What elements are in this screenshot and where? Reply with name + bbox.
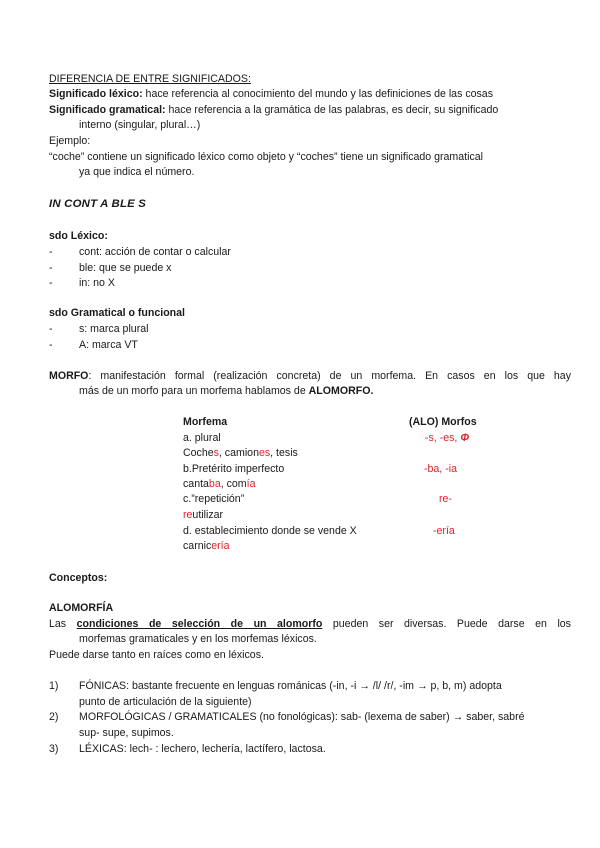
definition-gramatical-label: Significado gramatical: bbox=[49, 104, 166, 116]
section-heading-diferencia: DIFERENCIA DE ENTRE SIGNIFICADOS: bbox=[49, 73, 251, 85]
ejemplo-text: “coche” contiene un significado léxico como objeto y “coches” tiene un significado gramatical bbox=[49, 151, 483, 163]
lexico-item: ble: que se puede x bbox=[79, 262, 172, 274]
lexico-item: in: no X bbox=[79, 277, 115, 289]
list-dash: - bbox=[49, 246, 53, 258]
definition-lexico-text: hace referencia al conocimiento del mundo y las definiciones de las cosas bbox=[142, 88, 493, 100]
alomorfia-paragraph-continuation: morfemas gramaticales y en los morfemas léxicos. bbox=[79, 633, 317, 645]
morfema-label: d. establecimiento donde se vende X bbox=[183, 525, 357, 537]
alomorfia-paragraph-2: Puede darse tanto en raíces como en léxicos. bbox=[49, 649, 264, 661]
ejemplo-text-continuation: ya que indica el número. bbox=[79, 166, 195, 178]
list-dash: - bbox=[49, 339, 53, 351]
gramatical-item: A: marca VT bbox=[79, 339, 138, 351]
morfema-example: cantaba, comía bbox=[183, 478, 256, 490]
morfema-label: b.Pretérito imperfecto bbox=[183, 463, 285, 475]
list-number: 2) bbox=[49, 711, 59, 723]
morfema-example: reutilizar bbox=[183, 509, 224, 521]
list-number: 1) bbox=[49, 680, 59, 692]
list-item-continuation: punto de articulación de la siguiente) bbox=[79, 696, 252, 708]
ejemplo-label: Ejemplo: bbox=[49, 135, 91, 147]
alomorfo-term: ALOMORFO. bbox=[308, 385, 374, 397]
morfema-example: carnicería bbox=[183, 540, 230, 552]
morfo-text: : manifestación formal (realización concreta) de un morfema. En casos en los que hay bbox=[88, 370, 571, 382]
morfo-definition-continuation bbox=[79, 384, 373, 399]
list-item-text: FÓNICAS: bastante frecuente en lenguas románicas (-in, -i → /l/ /r/, -im → p, b, m) adopta bbox=[79, 680, 502, 692]
definition-lexico bbox=[49, 87, 493, 102]
lexico-item: cont: acción de contar o calcular bbox=[79, 246, 231, 258]
definition-gramatical-text: hace referencia a la gramática de las palabras, es decir, su significado bbox=[165, 104, 499, 116]
list-dash: - bbox=[49, 323, 53, 335]
list-item-continuation: sup- supe, supimos. bbox=[79, 727, 174, 739]
table-header-morfos: (ALO) Morfos bbox=[409, 416, 477, 428]
morfema-example: Coches, camiones, tesis bbox=[183, 447, 298, 459]
definition-lexico-label: Significado léxico: bbox=[49, 88, 143, 100]
morfos-value: -s, -es, Φ bbox=[425, 432, 470, 444]
morfos-value: -ería bbox=[433, 525, 455, 537]
morfema-label: c.”repetición” bbox=[183, 493, 245, 505]
conceptos-heading: Conceptos: bbox=[49, 572, 108, 584]
incontables-title: IN CONT A BLE S bbox=[49, 198, 147, 210]
morfema-label: a. plural bbox=[183, 432, 221, 444]
list-dash: - bbox=[49, 262, 53, 274]
sdo-lexico-heading: sdo Léxico: bbox=[49, 230, 108, 242]
sdo-gramatical-heading: sdo Gramatical o funcional bbox=[49, 307, 185, 319]
definition-gramatical-continuation: interno (singular, plural…) bbox=[79, 119, 201, 131]
morfo-label: MORFO bbox=[49, 370, 89, 382]
list-item-text: MORFOLÓGICAS / GRAMATICALES (no fonológicas): sab- (lexema de saber) → saber, sabré bbox=[79, 711, 525, 723]
morfos-value: re- bbox=[439, 493, 452, 505]
list-item-text: LÉXICAS: lech- : lechero, lechería, lactífero, lactosa. bbox=[79, 743, 326, 755]
gramatical-item: s: marca plural bbox=[79, 323, 149, 335]
morfo-text2: más de un morfo para un morfema hablamos de bbox=[79, 385, 309, 397]
morfo-definition bbox=[49, 369, 571, 384]
alomorfia-heading: ALOMORFÍA bbox=[49, 602, 114, 614]
condiciones-term: condiciones de selección de un alomorfo bbox=[76, 618, 323, 630]
list-number: 3) bbox=[49, 743, 59, 755]
alomorfia-paragraph: Las condiciones de selección de un alomorfo pueden ser diversas. Puede darse en los bbox=[49, 618, 571, 630]
table-header-morfema: Morfema bbox=[183, 416, 228, 428]
null-morph-symbol: Φ bbox=[460, 432, 470, 444]
definition-gramatical bbox=[49, 103, 498, 118]
morfos-value: -ba, -ia bbox=[424, 463, 457, 475]
list-dash: - bbox=[49, 277, 53, 289]
